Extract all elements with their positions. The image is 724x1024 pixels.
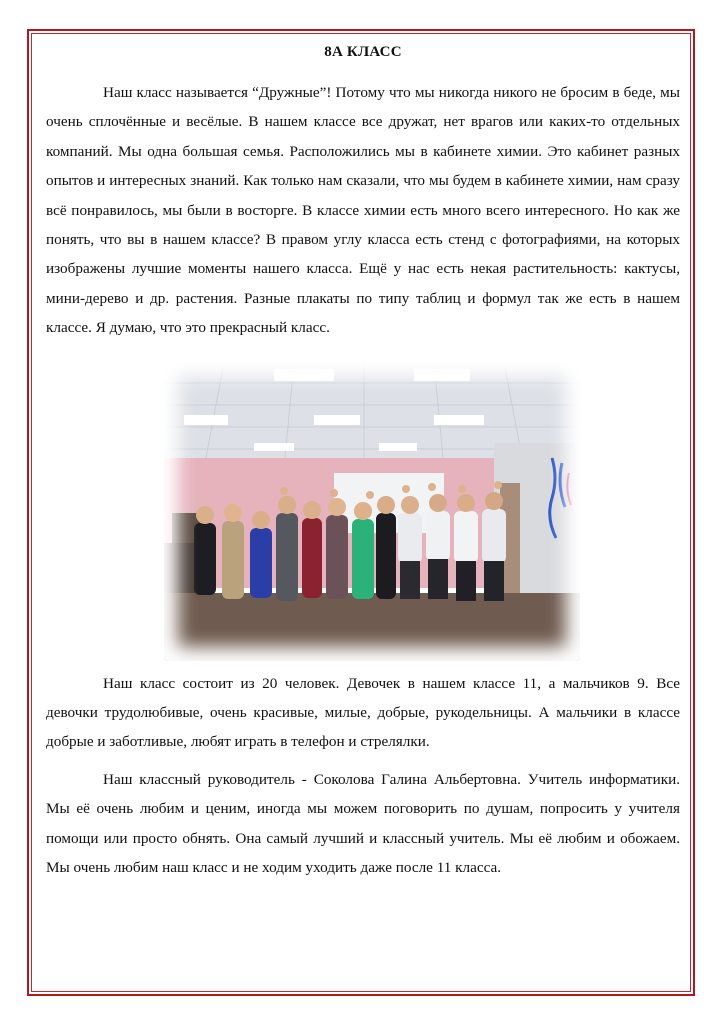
page-title: 8А КЛАСС <box>324 44 402 60</box>
class-group-photo <box>164 363 580 661</box>
page-content <box>46 40 680 883</box>
paragraph-intro: Наш класс называется “Дружные”! Потому что мы никогда никого не бросим в беде, мы очень сплочённые и весёлые. В нашем классе все дружат, нет врагов или каких-то отдельных компаний. Мы одна большая семья. Расположились мы в кабинете химии. Это кабинет разных опытов и интересных знаний. Как только нам сказали, что мы будем в кабинете химии, нам сразу всё понравилось, мы были в восторге. В классе химии есть много всего интересного. Но как же понять, что вы в нашем классе? В правом углу класса есть стенд с фотографиями, на которых изображены лучшие моменты нашего класса. Ещё у нас есть некая растительность: кактусы, мини-дерево и др. растения. Разные плакаты по типу таблиц и формул так же есть в нашем классе. Я думаю, что это прекрасный класс. <box>46 84 680 337</box>
paragraph-teacher: Наш классный руководитель - Соколова Галина Альбертовна. Учитель информатики. Мы её очень любим и ценим, иногда мы можем поговорить по душам, попросить у учителя помощи или просто обнять. Она самый лучший и классный учитель. Мы её любим и обожаем. Мы очень любим наш класс и не ходим уходить даже после 11 класса. <box>46 770 680 877</box>
paragraph-class-size: Наш класс состоит из 20 человек. Девочек в нашем классе 11, а мальчиков 9. Все девочки трудолюбивые, очень красивые, милые, добрые, рукодельницы. А мальчики в классе добрые и заботливые, любят играть в телефон и стрелялки. <box>46 674 680 751</box>
